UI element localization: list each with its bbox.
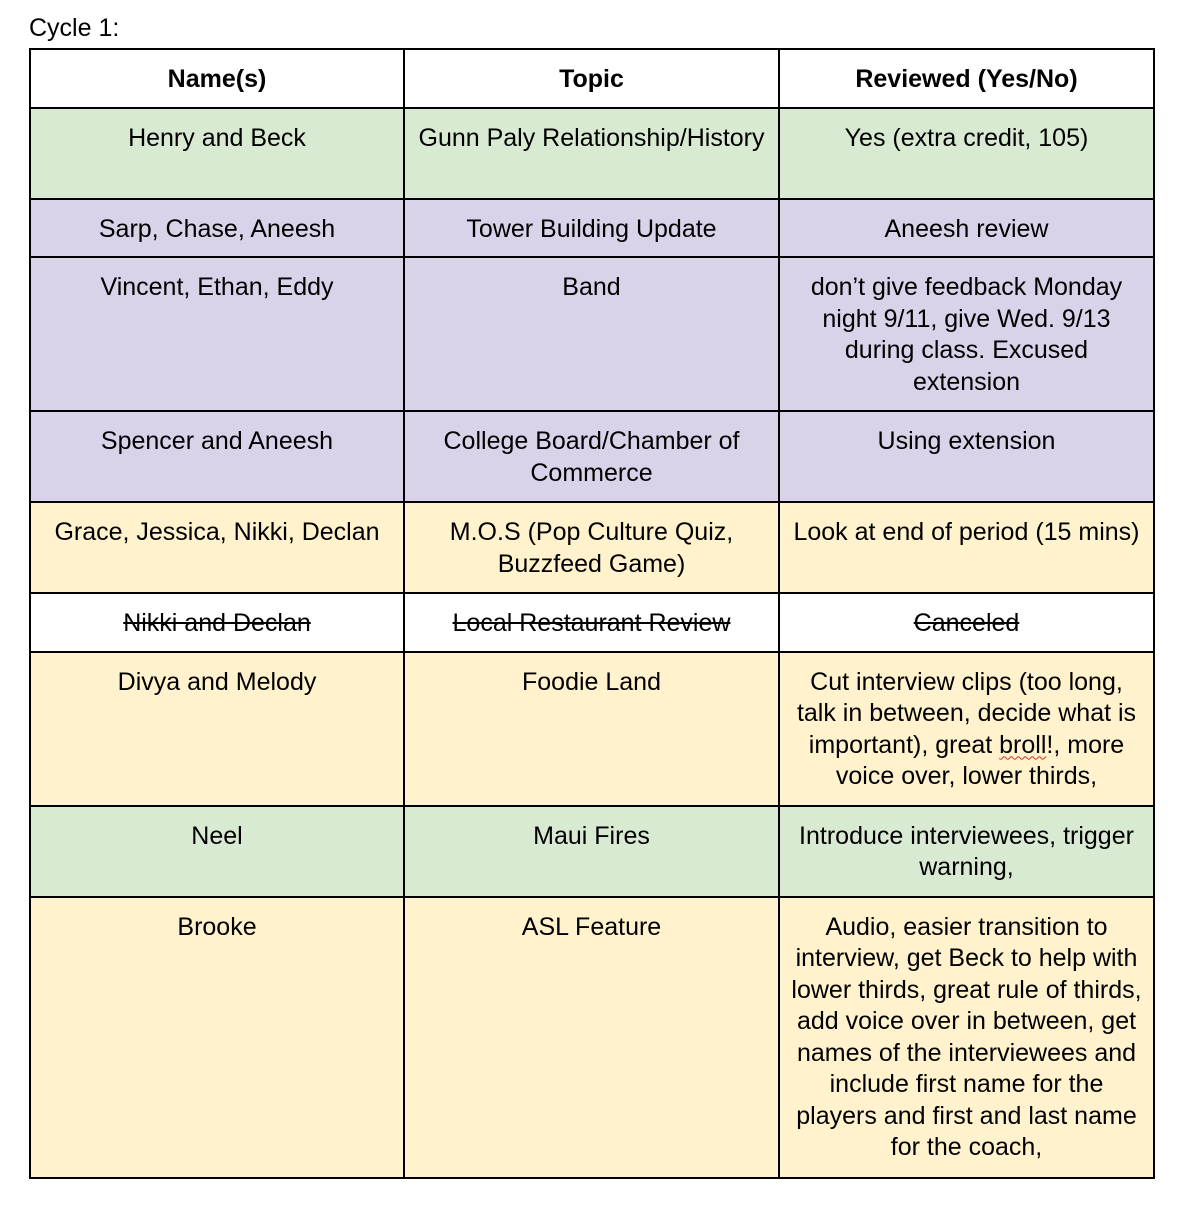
cell-topic[interactable]: Maui Fires [404, 806, 779, 897]
cell-topic[interactable]: Tower Building Update [404, 199, 779, 258]
cell-reviewed[interactable]: Using extension [779, 411, 1154, 502]
cell-names[interactable]: Spencer and Aneesh [30, 411, 404, 502]
cell-reviewed[interactable]: don’t give feedback Monday night 9/11, give Wed. 9/13 during class. Excused extension [779, 257, 1154, 411]
cell-topic[interactable]: Band [404, 257, 779, 411]
cell-topic[interactable]: Local Restaurant Review [404, 593, 779, 652]
cell-names[interactable]: Nikki and Declan [30, 593, 404, 652]
cell-reviewed[interactable] [779, 652, 1154, 806]
cell-topic[interactable]: M.O.S (Pop Culture Quiz, Buzzfeed Game) [404, 502, 779, 593]
spellcheck-flagged-word[interactable]: broll [999, 730, 1047, 759]
cell-reviewed[interactable]: Aneesh review [779, 199, 1154, 258]
column-header-reviewed: Reviewed (Yes/No) [779, 49, 1154, 108]
reviewed-text-part: Cut interview clips (too long, talk in between, decide what is important), great [796, 667, 1137, 759]
table-row-canceled [30, 593, 1154, 652]
cell-topic[interactable]: Foodie Land [404, 652, 779, 806]
table-row [30, 199, 1154, 258]
table-row [30, 806, 1154, 897]
column-header-topic: Topic [404, 49, 779, 108]
table-row [30, 652, 1154, 806]
cell-reviewed[interactable]: Yes (extra credit, 105) [779, 108, 1154, 199]
cell-names[interactable]: Grace, Jessica, Nikki, Declan [30, 502, 404, 593]
review-table [29, 48, 1155, 1179]
cell-names[interactable]: Sarp, Chase, Aneesh [30, 199, 404, 258]
cell-topic[interactable]: College Board/Chamber of Commerce [404, 411, 779, 502]
table-row [30, 502, 1154, 593]
table-row [30, 897, 1154, 1178]
cell-topic[interactable]: ASL Feature [404, 897, 779, 1178]
column-header-names: Name(s) [30, 49, 404, 108]
cell-reviewed[interactable]: Introduce interviewees, trigger warning, [779, 806, 1154, 897]
reviewed-text-part: !, more voice over, lower thirds, [835, 730, 1125, 790]
cell-reviewed[interactable]: Look at end of period (15 mins) [779, 502, 1154, 593]
cell-topic[interactable]: Gunn Paly Relationship/History [404, 108, 779, 199]
table-row [30, 257, 1154, 411]
table-row [30, 411, 1154, 502]
cell-names[interactable]: Vincent, Ethan, Eddy [30, 257, 404, 411]
cell-names[interactable]: Brooke [30, 897, 404, 1178]
cell-reviewed[interactable]: Canceled [779, 593, 1154, 652]
cell-reviewed[interactable]: Audio, easier transition to interview, get Beck to help with lower thirds, great rule of thirds, add voice over in between, get names of the interviewees and include first name for the players and first and last name for the coach, [779, 897, 1154, 1178]
table-row [30, 108, 1154, 199]
page-heading: Cycle 1: [29, 14, 120, 42]
table-header-row [30, 49, 1154, 108]
cell-names[interactable]: Divya and Melody [30, 652, 404, 806]
cell-names[interactable]: Henry and Beck [30, 108, 404, 199]
cell-names[interactable]: Neel [30, 806, 404, 897]
